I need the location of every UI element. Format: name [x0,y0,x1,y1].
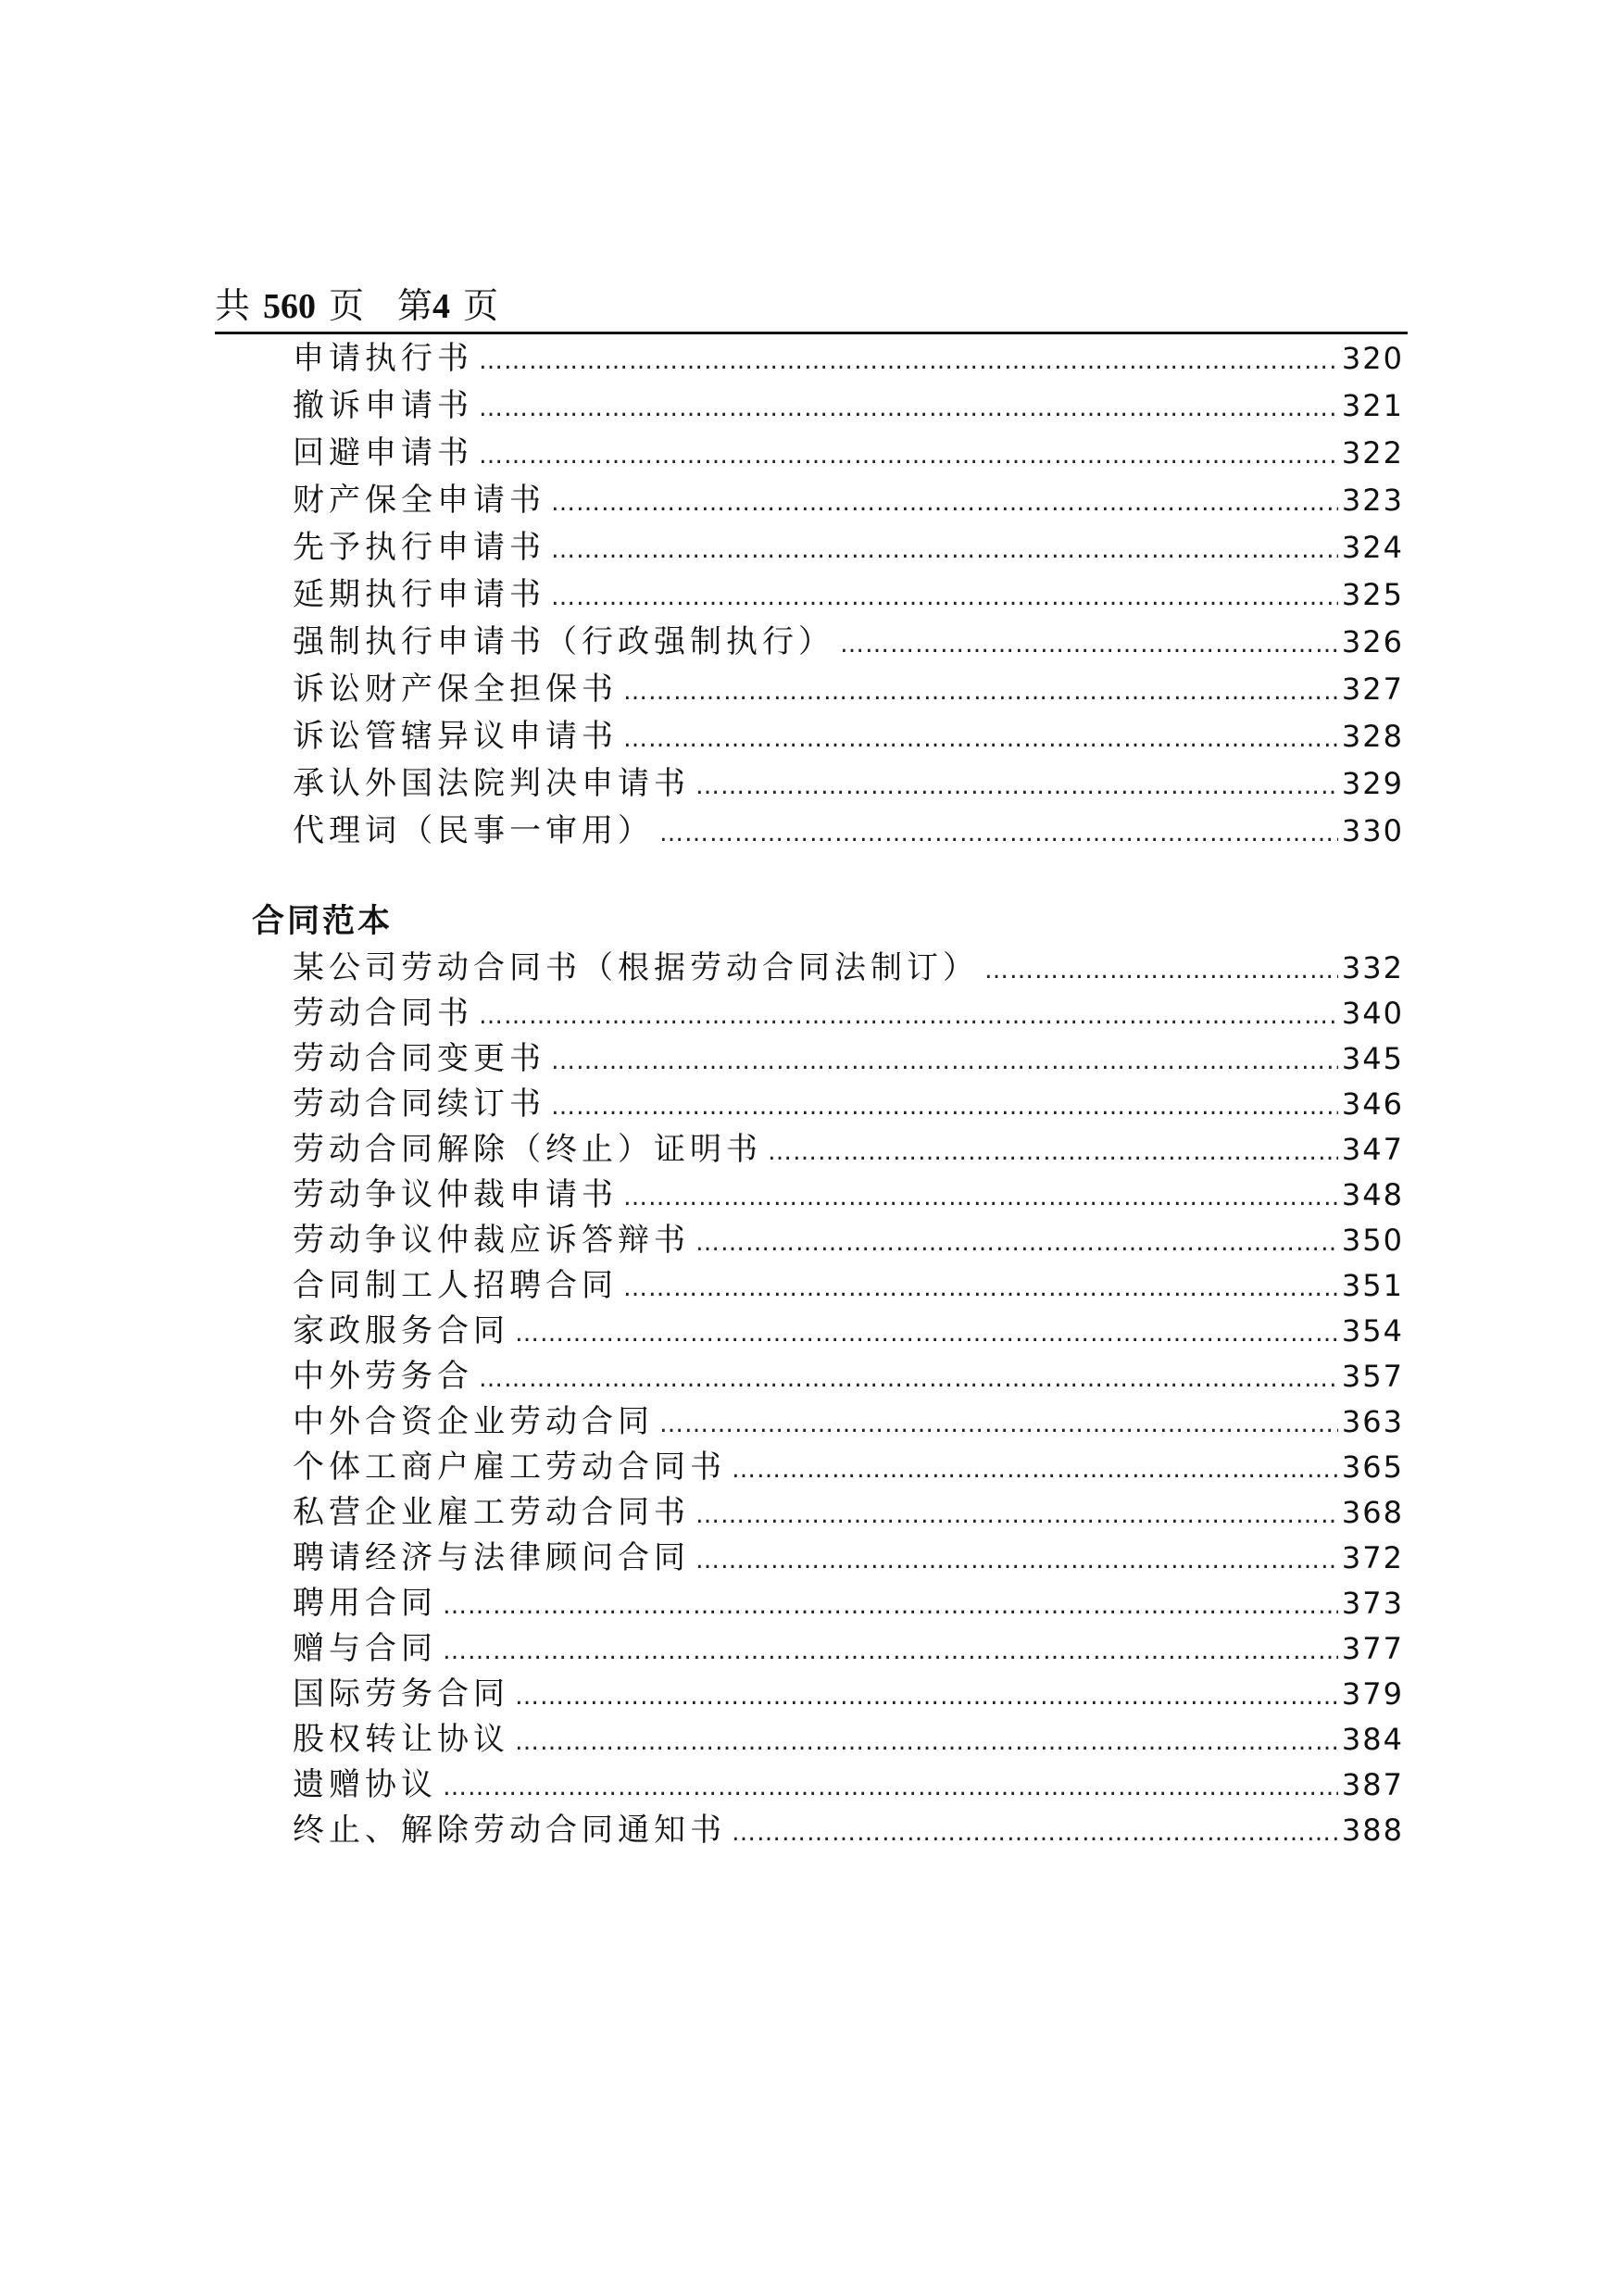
toc-leader [551,482,1338,524]
toc-entry-page: 330 [1341,813,1404,848]
toc-entry-page: 325 [1341,577,1404,612]
toc-leader [551,576,1338,619]
total-prefix: 共 [215,285,251,326]
toc-leader [479,434,1338,477]
toc-leader [695,765,1338,808]
toc-entry-title: 撤诉申请书 [293,387,473,424]
toc-entry[interactable] [293,384,1404,427]
toc-entry-page: 379 [1341,1676,1404,1712]
toc-entry-page: 321 [1341,388,1404,423]
toc-entry-page: 388 [1341,1813,1404,1848]
toc-entry-title: 财产保全申请书 [293,482,545,519]
toc-entry-page: 340 [1341,996,1404,1031]
toc-entry-title: 国际劳务合同 [293,1675,509,1713]
toc-entry[interactable] [293,947,1404,989]
toc-entry[interactable] [293,573,1404,616]
toc-entry-title: 私营企业雇工劳动合同书 [293,1494,690,1531]
toc-entry-page: 377 [1341,1631,1404,1666]
total-suffix: 页 [329,285,365,326]
toc-leader [443,1766,1338,1809]
toc-entry-title: 某公司劳动合同书（根据劳动合同法制订） [293,949,979,986]
toc-entry-title: 劳动争议仲裁申请书 [293,1176,618,1213]
toc-entry-title: 劳动合同变更书 [293,1040,545,1077]
toc-leader [732,1812,1338,1854]
toc-leader [515,1312,1338,1355]
toc-leader [479,995,1338,1037]
toc-entry[interactable] [293,479,1404,521]
toc-entry-title: 劳动争议仲裁应诉答辩书 [293,1222,690,1259]
toc-entry-page: 373 [1341,1586,1404,1621]
current-prefix: 第 [397,285,433,326]
toc-entry-page: 365 [1341,1449,1404,1485]
toc-entry-title: 中外劳务合 [293,1358,473,1395]
toc-entry-title: 家政服务合同 [293,1312,509,1349]
toc-entry-title: 中外合资企业劳动合同 [293,1403,654,1440]
toc-entry[interactable] [293,1173,1404,1216]
toc-entry-title: 劳动合同续订书 [293,1085,545,1123]
toc-entry[interactable] [293,526,1404,569]
toc-leader [659,1403,1338,1446]
toc-leader [695,1222,1338,1264]
toc-entry-page: 320 [1341,341,1404,376]
toc-entry-title: 终止、解除劳动合同通知书 [293,1812,726,1849]
toc-entry[interactable] [293,1673,1404,1715]
toc-leader [732,1449,1338,1491]
toc-entry[interactable] [293,1718,1404,1761]
toc-leader [443,1630,1338,1673]
toc-entry[interactable] [293,1400,1404,1443]
toc-entry-page: 345 [1341,1041,1404,1076]
toc-entry[interactable] [293,1083,1404,1125]
toc-entry-page: 328 [1341,719,1404,754]
toc-entry-title: 先予执行申请书 [293,529,545,566]
toc-entry-page: 323 [1341,483,1404,518]
toc-leader [623,1267,1338,1310]
toc-leader [840,623,1338,666]
toc-entry-page: 346 [1341,1086,1404,1122]
toc-entry[interactable] [293,1128,1404,1171]
toc-entry[interactable] [293,1537,1404,1579]
toc-entry-page: 324 [1341,530,1404,565]
toc-entry[interactable] [293,715,1404,758]
toc-entry-page: 326 [1341,624,1404,659]
toc-entry[interactable] [293,1763,1404,1806]
toc-entry[interactable] [293,809,1404,852]
toc-leader [515,1721,1338,1763]
toc-leader [695,1539,1338,1582]
toc-entry[interactable] [293,1264,1404,1307]
toc-entry-page: 332 [1341,950,1404,985]
toc-entry[interactable] [293,1491,1404,1534]
toc-entry-page: 347 [1341,1132,1404,1167]
toc-entry-page: 372 [1341,1540,1404,1575]
toc-leader [479,1358,1338,1400]
toc-entry-title: 延期执行申请书 [293,576,545,613]
toc-entry-title: 聘用合同 [293,1585,437,1622]
toc-entry[interactable] [293,1446,1404,1488]
toc-entry-page: 348 [1341,1177,1404,1212]
toc-leader [551,1085,1338,1128]
toc-entry-title: 诉讼财产保全担保书 [293,671,618,708]
toc-entry-title: 合同制工人招聘合同 [293,1267,618,1304]
toc-leader [768,1131,1338,1173]
toc-entry[interactable] [293,1037,1404,1080]
section-heading: 合同范本 [252,903,394,940]
toc-entry[interactable] [293,432,1404,474]
toc-entry-title: 申请执行书 [293,340,473,377]
toc-leader [551,529,1338,571]
toc-entry-page: 384 [1341,1722,1404,1757]
toc-leader [659,812,1338,855]
toc-leader [984,949,1338,992]
toc-leader [623,671,1338,713]
toc-entry-page: 363 [1341,1404,1404,1439]
toc-entry-title: 劳动合同书 [293,995,473,1032]
toc-entry[interactable] [293,1355,1404,1398]
toc-entry-page: 350 [1341,1223,1404,1258]
toc-leader [623,718,1338,760]
total-pages: 560 [263,287,317,326]
toc-entry[interactable] [293,621,1404,663]
toc-entry-page: 351 [1341,1268,1404,1303]
page-header [215,280,1408,334]
toc-entry[interactable] [293,992,1404,1035]
toc-entry[interactable] [293,1219,1404,1261]
toc-entry-page: 329 [1341,766,1404,801]
toc-entry-title: 承认外国法院判决申请书 [293,765,690,802]
toc-entry-title: 个体工商户雇工劳动合同书 [293,1449,726,1486]
toc-entry-page: 322 [1341,435,1404,470]
toc-entry-title: 遗赠协议 [293,1766,437,1803]
toc-leader [515,1675,1338,1718]
toc-leader [479,387,1338,430]
toc-entry-page: 357 [1341,1359,1404,1394]
toc-leader [479,340,1338,383]
toc-entry-title: 劳动合同解除（终止）证明书 [293,1131,762,1168]
toc-entry[interactable] [293,1310,1404,1352]
toc-entry[interactable] [293,1582,1404,1625]
toc-entry-title: 强制执行申请书（行政强制执行） [293,623,834,660]
toc-entry-page: 368 [1341,1495,1404,1530]
current-suffix: 页 [463,285,499,326]
toc-entry-title: 股权转让协议 [293,1721,509,1758]
toc-entry-title: 代理词（民事一审用） [293,812,654,849]
toc-entry[interactable] [293,337,1404,380]
toc-leader [443,1585,1338,1627]
toc-entry[interactable] [293,668,1404,710]
toc-entry-title: 赠与合同 [293,1630,437,1667]
toc-entry-title: 诉讼管辖异议申请书 [293,718,618,755]
toc-entry[interactable] [293,762,1404,805]
toc-entry-title: 回避申请书 [293,434,473,471]
toc-entry[interactable] [293,1809,1404,1851]
toc-leader [551,1040,1338,1083]
toc-entry-page: 354 [1341,1313,1404,1349]
toc-entry-title: 聘请经济与法律顾问合同 [293,1539,690,1576]
toc-entry-page: 387 [1341,1767,1404,1802]
toc-entry[interactable] [293,1627,1404,1670]
toc-leader [695,1494,1338,1537]
toc-entry-page: 327 [1341,671,1404,707]
toc-leader [623,1176,1338,1219]
current-page: 4 [432,287,451,326]
